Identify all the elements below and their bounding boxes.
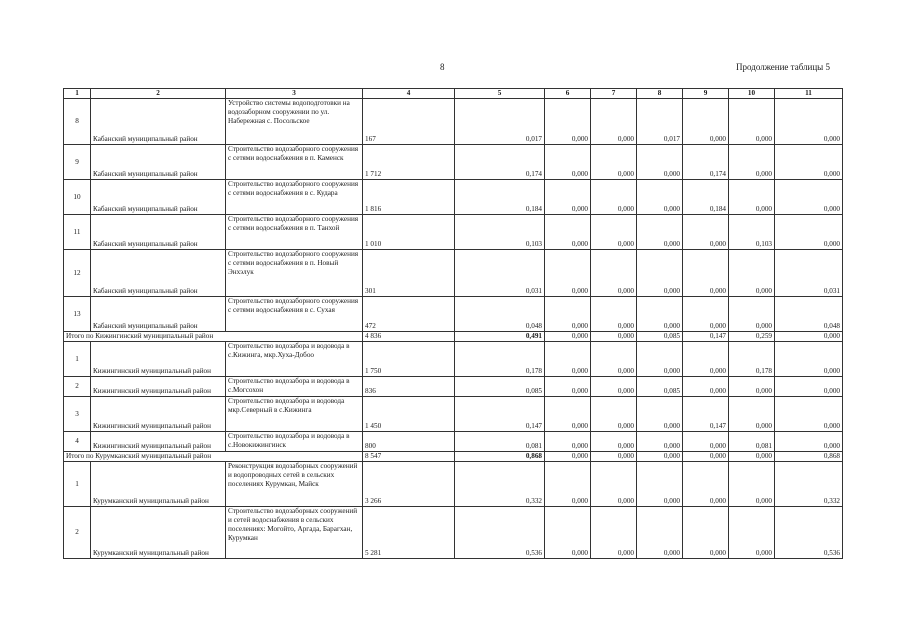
object-cell: Строительство водозаборного сооружения с сетями водоснабжения в п. Танхой [226, 215, 363, 250]
column-header: 2 [91, 89, 226, 99]
table-row [64, 215, 843, 250]
district-cell: Кижингинский муниципальный район [91, 397, 226, 432]
object-cell: Строительство водозаборного сооружения с сетями водоснабжения в п. Каменск [226, 145, 363, 180]
value-cell-col-4: 800 [363, 432, 455, 452]
row-number: 1 [64, 342, 91, 377]
row-number: 8 [64, 99, 91, 145]
district-cell: Кабанский муниципальный район [91, 180, 226, 215]
value-cell-col-6: 0,000 [545, 215, 591, 250]
value-cell-col-9: 0,000 [683, 462, 729, 507]
value-cell-col-8: 0,000 [637, 432, 683, 452]
table-body [64, 89, 843, 559]
value-cell-col-9: 0,184 [683, 180, 729, 215]
value-cell-col-4: 301 [363, 250, 455, 297]
value-cell-col-11: 0,000 [775, 145, 843, 180]
value-cell-col-9: 0,000 [683, 342, 729, 377]
total-label: Итого по Кижингинский муниципальный район [64, 332, 363, 342]
value-cell-col-8: 0,085 [637, 332, 683, 342]
value-cell-col-5: 0,174 [455, 145, 545, 180]
value-cell-col-9: 0,000 [683, 250, 729, 297]
object-cell: Строительство водозабора и водовода в с.Могсохон [226, 377, 363, 397]
district-cell: Курумканский муниципальный район [91, 507, 226, 559]
value-cell-col-10: 0,081 [729, 432, 775, 452]
value-cell-col-7: 0,000 [591, 145, 637, 180]
row-number: 11 [64, 215, 91, 250]
value-cell-col-4: 8 547 [363, 452, 455, 462]
value-cell-col-11: 0,000 [775, 180, 843, 215]
row-number: 1 [64, 462, 91, 507]
value-cell-col-4: 167 [363, 99, 455, 145]
value-cell-col-10: 0,000 [729, 145, 775, 180]
value-cell-col-11: 0,000 [775, 215, 843, 250]
value-cell-col-5: 0,147 [455, 397, 545, 432]
value-cell-col-4: 1 816 [363, 180, 455, 215]
column-header: 8 [637, 89, 683, 99]
value-cell-col-4: 4 836 [363, 332, 455, 342]
object-cell: Строительство водозаборного сооружения с сетями водоснабжения в с. Кудара [226, 180, 363, 215]
object-cell: Реконструкция водозаборных сооружений и водопроводных сетей в сельских поселениях Курумкан, Майск [226, 462, 363, 507]
district-cell: Кижингинский муниципальный район [91, 432, 226, 452]
value-cell-col-9: 0,000 [683, 215, 729, 250]
value-cell-col-7: 0,000 [591, 297, 637, 332]
row-number: 12 [64, 250, 91, 297]
value-cell-col-10: 0,000 [729, 250, 775, 297]
object-cell: Строительство водозаборного сооружения с сетями водоснабжения в с. Сухая [226, 297, 363, 332]
data-table [63, 88, 843, 559]
value-cell-col-11: 0,000 [775, 332, 843, 342]
value-cell-col-5: 0,332 [455, 462, 545, 507]
district-cell: Кижингинский муниципальный район [91, 342, 226, 377]
value-cell-col-6: 0,000 [545, 250, 591, 297]
value-cell-col-5: 0,085 [455, 377, 545, 397]
object-cell: Строительство водозаборного сооружения с сетями водоснабжения в п. Новый Энхэлук [226, 250, 363, 297]
value-cell-col-6: 0,000 [545, 377, 591, 397]
value-cell-col-6: 0,000 [545, 332, 591, 342]
value-cell-col-6: 0,000 [545, 180, 591, 215]
column-header: 9 [683, 89, 729, 99]
value-cell-col-7: 0,000 [591, 462, 637, 507]
table-total-row [64, 452, 843, 462]
value-cell-col-10: 0,259 [729, 332, 775, 342]
value-cell-col-10: 0,000 [729, 397, 775, 432]
value-cell-col-6: 0,000 [545, 297, 591, 332]
value-cell-col-5: 0,081 [455, 432, 545, 452]
district-cell: Кабанский муниципальный район [91, 99, 226, 145]
row-number: 4 [64, 432, 91, 452]
object-cell: Строительство водозабора и водовода в с.Кижинга, мкр.Хуха-Добоо [226, 342, 363, 377]
value-cell-col-4: 1 712 [363, 145, 455, 180]
column-header: 7 [591, 89, 637, 99]
page-number: 8 [440, 62, 445, 72]
value-cell-col-5: 0,868 [455, 452, 545, 462]
value-cell-col-10: 0,000 [729, 180, 775, 215]
value-cell-col-5: 0,048 [455, 297, 545, 332]
column-header: 11 [775, 89, 843, 99]
district-cell: Кижингинский муниципальный район [91, 377, 226, 397]
value-cell-col-11: 0,536 [775, 507, 843, 559]
table-continuation-label: Продолжение таблицы 5 [736, 62, 830, 72]
value-cell-col-9: 0,000 [683, 99, 729, 145]
value-cell-col-7: 0,000 [591, 452, 637, 462]
value-cell-col-6: 0,000 [545, 342, 591, 377]
value-cell-col-9: 0,147 [683, 397, 729, 432]
value-cell-col-8: 0,000 [637, 452, 683, 462]
value-cell-col-5: 0,103 [455, 215, 545, 250]
value-cell-col-6: 0,000 [545, 99, 591, 145]
value-cell-col-4: 836 [363, 377, 455, 397]
value-cell-col-10: 0,000 [729, 452, 775, 462]
object-cell: Строительство водозабора и водовода мкр.Северный в с.Кижинга [226, 397, 363, 432]
column-header: 1 [64, 89, 91, 99]
value-cell-col-4: 3 266 [363, 462, 455, 507]
value-cell-col-9: 0,000 [683, 377, 729, 397]
column-header: 10 [729, 89, 775, 99]
value-cell-col-8: 0,017 [637, 99, 683, 145]
column-header: 5 [455, 89, 545, 99]
value-cell-col-5: 0,184 [455, 180, 545, 215]
value-cell-col-9: 0,000 [683, 297, 729, 332]
value-cell-col-4: 1 450 [363, 397, 455, 432]
value-cell-col-4: 472 [363, 297, 455, 332]
table-row [64, 432, 843, 452]
row-number: 10 [64, 180, 91, 215]
object-cell: Устройство системы водоподготовки на водозаборном сооружении по ул. Набережная с. Посольское [226, 99, 363, 145]
value-cell-col-6: 0,000 [545, 507, 591, 559]
object-cell: Строительство водозабора и водовода в с.Новокижингинск [226, 432, 363, 452]
value-cell-col-5: 0,031 [455, 250, 545, 297]
table-total-row [64, 332, 843, 342]
value-cell-col-10: 0,178 [729, 342, 775, 377]
value-cell-col-11: 0,000 [775, 342, 843, 377]
value-cell-col-5: 0,017 [455, 99, 545, 145]
value-cell-col-8: 0,000 [637, 250, 683, 297]
value-cell-col-8: 0,085 [637, 377, 683, 397]
value-cell-col-11: 0,000 [775, 432, 843, 452]
value-cell-col-10: 0,000 [729, 377, 775, 397]
value-cell-col-6: 0,000 [545, 145, 591, 180]
value-cell-col-7: 0,000 [591, 342, 637, 377]
district-cell: Курумканский муниципальный район [91, 462, 226, 507]
value-cell-col-8: 0,000 [637, 397, 683, 432]
value-cell-col-6: 0,000 [545, 452, 591, 462]
value-cell-col-6: 0,000 [545, 432, 591, 452]
value-cell-col-9: 0,147 [683, 332, 729, 342]
table-row [64, 250, 843, 297]
row-number: 2 [64, 507, 91, 559]
row-number: 3 [64, 397, 91, 432]
table-row [64, 507, 843, 559]
value-cell-col-11: 0,048 [775, 297, 843, 332]
district-cell: Кабанский муниципальный район [91, 215, 226, 250]
value-cell-col-9: 0,000 [683, 507, 729, 559]
value-cell-col-10: 0,000 [729, 99, 775, 145]
total-label: Итого по Курумканский муниципальный район [64, 452, 363, 462]
value-cell-col-7: 0,000 [591, 377, 637, 397]
district-cell: Кабанский муниципальный район [91, 145, 226, 180]
value-cell-col-7: 0,000 [591, 432, 637, 452]
value-cell-col-9: 0,000 [683, 452, 729, 462]
object-cell: Строительство водозаборных сооружений и сетей водоснабжения в сельских поселениях: Могойто, Аргада, Барагхан, Курумкан [226, 507, 363, 559]
value-cell-col-5: 0,178 [455, 342, 545, 377]
value-cell-col-7: 0,000 [591, 507, 637, 559]
value-cell-col-5: 0,491 [455, 332, 545, 342]
table-row [64, 342, 843, 377]
table-row [64, 180, 843, 215]
value-cell-col-7: 0,000 [591, 250, 637, 297]
value-cell-col-8: 0,000 [637, 342, 683, 377]
district-cell: Кабанский муниципальный район [91, 250, 226, 297]
value-cell-col-10: 0,000 [729, 297, 775, 332]
value-cell-col-10: 0,000 [729, 507, 775, 559]
value-cell-col-4: 5 281 [363, 507, 455, 559]
column-header-row [64, 89, 843, 99]
value-cell-col-9: 0,000 [683, 432, 729, 452]
table-row [64, 297, 843, 332]
value-cell-col-4: 1 750 [363, 342, 455, 377]
row-number: 13 [64, 297, 91, 332]
value-cell-col-7: 0,000 [591, 215, 637, 250]
value-cell-col-4: 1 010 [363, 215, 455, 250]
value-cell-col-11: 0,000 [775, 99, 843, 145]
value-cell-col-10: 0,000 [729, 462, 775, 507]
column-header: 4 [363, 89, 455, 99]
table-row [64, 397, 843, 432]
value-cell-col-8: 0,000 [637, 297, 683, 332]
table-row [64, 145, 843, 180]
value-cell-col-11: 0,332 [775, 462, 843, 507]
district-cell: Кабанский муниципальный район [91, 297, 226, 332]
value-cell-col-9: 0,174 [683, 145, 729, 180]
value-cell-col-7: 0,000 [591, 180, 637, 215]
value-cell-col-10: 0,103 [729, 215, 775, 250]
column-header: 3 [226, 89, 363, 99]
value-cell-col-11: 0,000 [775, 397, 843, 432]
value-cell-col-11: 0,031 [775, 250, 843, 297]
value-cell-col-8: 0,000 [637, 507, 683, 559]
table-row [64, 462, 843, 507]
value-cell-col-11: 0,868 [775, 452, 843, 462]
value-cell-col-6: 0,000 [545, 397, 591, 432]
row-number: 9 [64, 145, 91, 180]
value-cell-col-8: 0,000 [637, 180, 683, 215]
value-cell-col-11: 0,000 [775, 377, 843, 397]
value-cell-col-8: 0,000 [637, 145, 683, 180]
row-number: 2 [64, 377, 91, 397]
value-cell-col-6: 0,000 [545, 462, 591, 507]
value-cell-col-7: 0,000 [591, 332, 637, 342]
table-row [64, 377, 843, 397]
table-row [64, 99, 843, 145]
value-cell-col-8: 0,000 [637, 215, 683, 250]
value-cell-col-7: 0,000 [591, 397, 637, 432]
value-cell-col-8: 0,000 [637, 462, 683, 507]
column-header: 6 [545, 89, 591, 99]
value-cell-col-7: 0,000 [591, 99, 637, 145]
value-cell-col-5: 0,536 [455, 507, 545, 559]
